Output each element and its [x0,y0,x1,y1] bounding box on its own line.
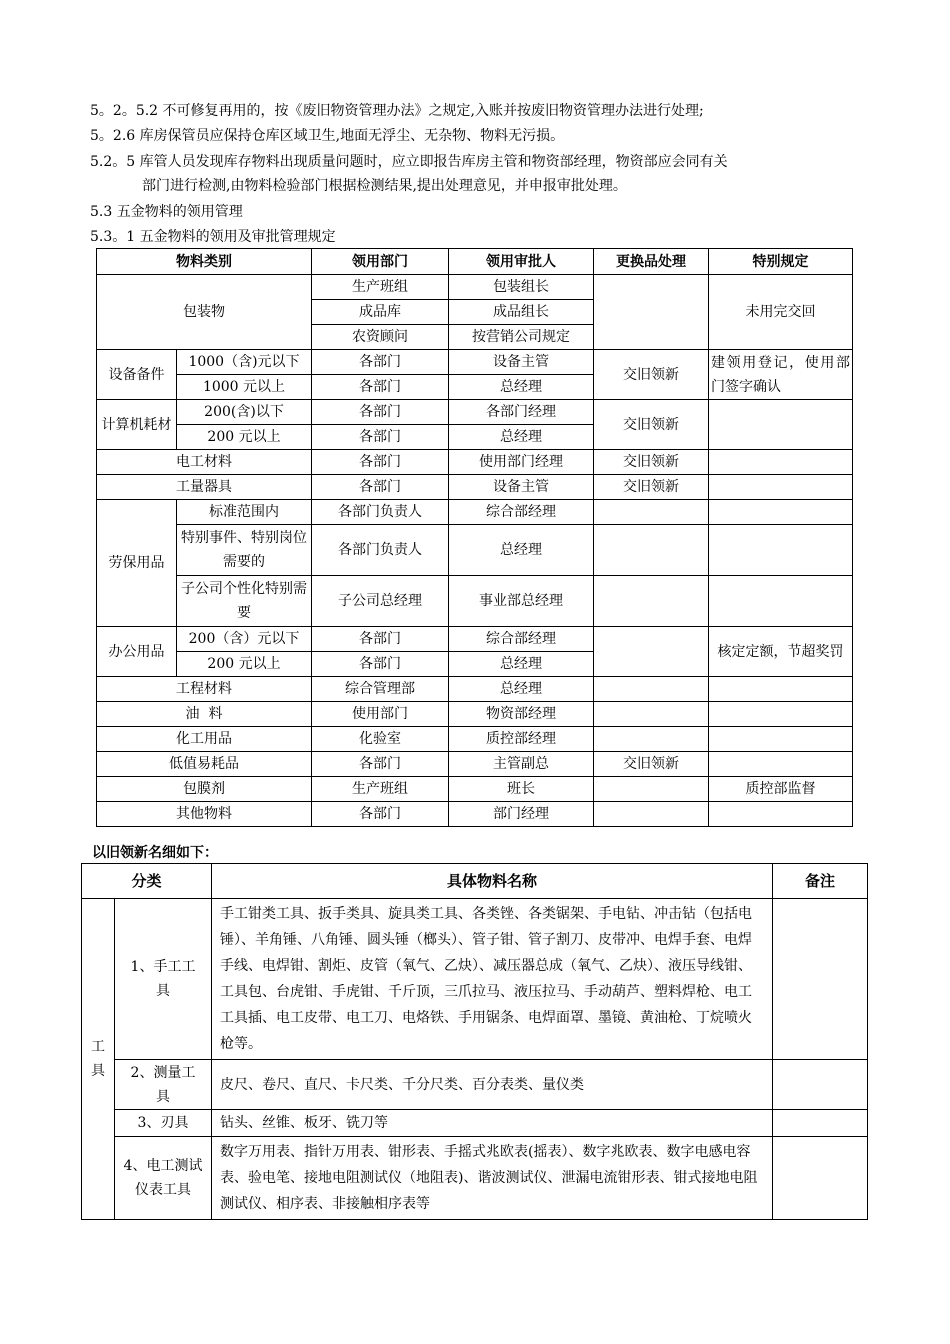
approver-cell: 成品组长 [449,300,594,325]
special-cell [709,727,853,752]
table-row [97,702,853,727]
remarks-cell [773,899,868,1060]
approver-cell: 总经理 [449,677,594,702]
table-row [97,752,853,777]
sub-category: 3、刃具 [115,1110,212,1137]
approver-cell: 部门经理 [449,802,594,827]
approver-cell: 总经理 [449,375,594,400]
range-cell: 1000 元以上 [177,375,312,400]
special-cell [709,677,853,702]
header-items: 具体物料名称 [212,864,773,899]
approver-cell: 使用部门经理 [449,450,594,475]
special-cell: 核定定额，节超奖罚 [709,627,853,677]
table-row [82,899,868,1060]
replace-cell: 交旧领新 [594,752,709,777]
special-cell [709,802,853,827]
replace-cell [594,525,709,576]
table-row [97,350,853,375]
approver-cell: 总经理 [449,425,594,450]
section-heading-5-3: 5.3 五金物料的领用管理 [90,204,243,220]
replace-cell [594,677,709,702]
special-cell [709,475,853,500]
dept-cell: 各部门 [312,375,449,400]
category-cell: 其他物料 [97,802,312,827]
header-remarks: 备注 [773,864,868,899]
approver-cell: 包装组长 [449,275,594,300]
replace-cell [594,576,709,627]
range-cell: 200 元以上 [177,652,312,677]
approver-cell: 总经理 [449,652,594,677]
dept-cell: 各部门 [312,752,449,777]
dept-cell: 各部门 [312,400,449,425]
category-computer: 计算机耗材 [97,400,177,450]
special-cell: 建领用登记，使用部门签字确认 [709,350,853,400]
dept-cell: 各部门 [312,425,449,450]
category-cell: 油 料 [97,702,312,727]
items-cell: 手工钳类工具、扳手类具、旋具类工具、各类锉、各类锯架、手电钻、冲击钻（包括电锤）、羊角锤、八角锤、圆头锤（榔头）、管子钳、管子割刀、皮带冲、电焊手套、电焊手线、电焊钳、割炬、皮管（氧气、乙炔）、减压器总成（氧气、乙炔）、液压导线钳、工具包、台虎钳、手虎钳、千斤顶，三爪拉马、液压拉马、手动葫芦、塑料焊枪、电工工具插、电工皮带、电工刀、电烙铁、手用锯条、电焊面罩、墨镜、黄油枪、丁烷喷火枪等。 [212,899,773,1060]
range-cell: 1000（含)元以下 [177,350,312,375]
category-labor: 劳保用品 [97,500,177,627]
replace-cell [594,777,709,802]
replace-cell [594,727,709,752]
paragraph-5-2-5-line1: 5.2。5 库管人员发现库存物料出现质量问题时，应立即报告库房主管和物资部经理，物资部应会同有关 [90,154,728,170]
table-row [97,525,853,576]
replace-cell [594,275,709,350]
dept-cell: 各部门 [312,652,449,677]
section-heading-5-3-1: 5.3。1 五金物料的领用及审批管理规定 [90,229,336,245]
special-cell: 质控部监督 [709,777,853,802]
replace-cell: 交旧领新 [594,350,709,400]
category-cell: 化工用品 [97,727,312,752]
dept-cell: 成品库 [312,300,449,325]
table-row [97,450,853,475]
special-cell [709,576,853,627]
approver-cell: 质控部经理 [449,727,594,752]
header-dept: 领用部门 [312,249,449,275]
approver-cell: 班长 [449,777,594,802]
sub-category: 2、测量工具 [115,1060,212,1110]
dept-cell: 各部门负责人 [312,500,449,525]
range-cell: 子公司个性化特别需要 [177,576,312,627]
range-cell: 200 元以上 [177,425,312,450]
items-cell: 钻头、丝锥、板牙、铣刀等 [212,1110,773,1137]
approver-cell: 各部门经理 [449,400,594,425]
range-cell: 200(含)以下 [177,400,312,425]
items-cell: 数字万用表、指针万用表、钳形表、手摇式兆欧表(摇表）、数字兆欧表、数字电感电容表、验电笔、接地电阻测试仪（地阻表)、谐波测试仪、泄漏电流钳形表、钳式接地电阻测试仪、相序表、非接触相序表等 [212,1137,773,1220]
replace-cell [594,802,709,827]
category-cell: 低值易耗品 [97,752,312,777]
special-cell [709,752,853,777]
dept-cell: 各部门 [312,802,449,827]
approver-cell: 设备主管 [449,350,594,375]
table-row [97,777,853,802]
header-special: 特别规定 [709,249,853,275]
header-category: 分类 [82,864,212,899]
dept-cell: 各部门 [312,627,449,652]
dept-cell: 子公司总经理 [312,576,449,627]
table-row [82,1137,868,1220]
material-approval-table [96,248,853,827]
paragraph-5-2-5-line2: 部门进行检测,由物料检验部门根据检测结果,提出处理意见，并申报审批处理。 [142,178,627,194]
paragraph-5-2-6: 5。2.6 库房保管员应保持仓库区域卫生,地面无浮尘、无杂物、物料无污损。 [90,128,565,144]
table-row [97,475,853,500]
approver-cell: 按营销公司规定 [449,325,594,350]
replacement-items-table [81,863,868,1220]
range-cell: 标准范围内 [177,500,312,525]
special-cell [709,702,853,727]
table-row [82,1060,868,1110]
remarks-cell [773,1137,868,1220]
dept-cell: 各部门负责人 [312,525,449,576]
paragraph-5-2-5-2: 5。2。5.2 不可修复再用的，按《废旧物资管理办法》之规定,入账并按废旧物资管理办法进行处理; [90,103,704,119]
table-row [97,400,853,425]
replace-cell: 交旧领新 [594,450,709,475]
replace-cell: 交旧领新 [594,475,709,500]
replace-cell [594,500,709,525]
approver-cell: 设备主管 [449,475,594,500]
table-row [97,275,853,300]
table-row [82,1110,868,1137]
header-approver: 领用审批人 [449,249,594,275]
approver-cell: 综合部经理 [449,500,594,525]
range-cell: 200（含）元以下 [177,627,312,652]
approver-cell: 事业部总经理 [449,576,594,627]
category-cell: 工程材料 [97,677,312,702]
category-office: 办公用品 [97,627,177,677]
dept-cell: 各部门 [312,450,449,475]
category-equipment: 设备备件 [97,350,177,400]
table-row [97,802,853,827]
dept-cell: 各部门 [312,475,449,500]
special-cell [709,450,853,475]
special-cell [709,400,853,450]
header-material-category: 物料类别 [97,249,312,275]
table-row [97,627,853,652]
special-cell: 未用完交回 [709,275,853,350]
approver-cell: 总经理 [449,525,594,576]
sub-category: 1、手工工具 [115,899,212,1060]
special-cell [709,500,853,525]
table-header-row [82,864,868,899]
approver-cell: 综合部经理 [449,627,594,652]
category-measuring: 工量器具 [97,475,312,500]
dept-cell: 化验室 [312,727,449,752]
table-row [97,727,853,752]
sub-category: 4、电工测试仪表工具 [115,1137,212,1220]
approver-cell: 主管副总 [449,752,594,777]
dept-cell: 农资顾问 [312,325,449,350]
category-cell: 包膜剂 [97,777,312,802]
header-replacement: 更换品处理 [594,249,709,275]
group-tools: 工具 [82,899,115,1220]
range-cell: 特别事件、特别岗位需要的 [177,525,312,576]
table-row [97,500,853,525]
list-title: 以旧领新名细如下： [92,845,218,861]
remarks-cell [773,1110,868,1137]
replace-cell [594,627,709,677]
dept-cell: 使用部门 [312,702,449,727]
replace-cell [594,702,709,727]
dept-cell: 生产班组 [312,777,449,802]
category-packaging: 包装物 [97,275,312,350]
category-electrical: 电工材料 [97,450,312,475]
replace-cell: 交旧领新 [594,400,709,450]
dept-cell: 综合管理部 [312,677,449,702]
approver-cell: 物资部经理 [449,702,594,727]
table-header-row [97,249,853,275]
items-cell: 皮尺、卷尺、直尺、卡尺类、千分尺类、百分表类、量仪类 [212,1060,773,1110]
special-cell [709,525,853,576]
table-row [97,677,853,702]
dept-cell: 生产班组 [312,275,449,300]
table-row [97,576,853,627]
remarks-cell [773,1060,868,1110]
dept-cell: 各部门 [312,350,449,375]
